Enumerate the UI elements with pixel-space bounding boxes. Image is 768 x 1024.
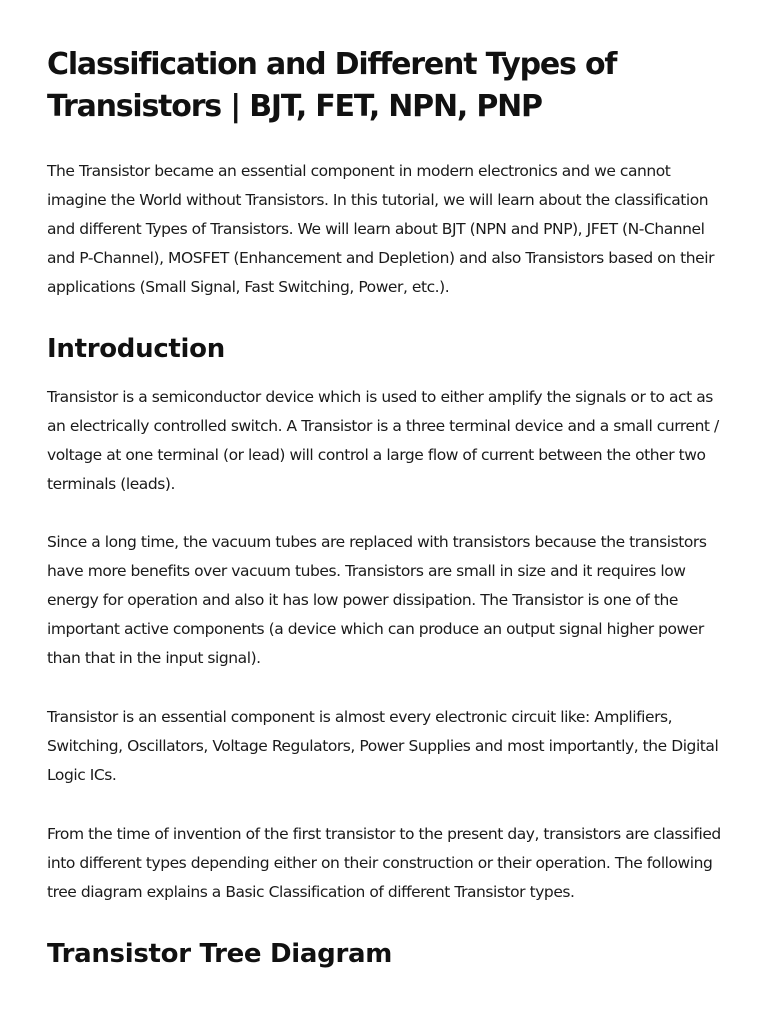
intro-paragraph: The Transistor became an essential component in modern electronics and we cannot imagine the World without Transistors. In this tutorial, we will learn about the classification and different Types of Transistors. We will learn about BJT (NPN and PNP), JFET (N-Channel and P-Channel), MOSFET (Enhancement and Depletion) and also Transistors based on their applications (Small Signal, Fast Switching, Power, etc.). bbox=[47, 162, 714, 296]
section-heading-introduction: Introduction bbox=[47, 334, 225, 364]
article-title: Classification and Different Types of Transistors | BJT, FET, NPN, PNP bbox=[47, 47, 617, 124]
introduction-paragraph-1: Transistor is a semiconductor device which is used to either amplify the signals or to act as an electrically controlled switch. A Transistor is a three terminal device and a small current / voltage at one terminal (or lead) will control a large flow of current between the other two terminals (leads). bbox=[47, 388, 719, 493]
introduction-paragraph-4: From the time of invention of the first transistor to the present day, transistors are classified into different types depending either on their construction or their operation. The following tree diagram explains a Basic Classification of different Transistor types. bbox=[47, 825, 721, 901]
introduction-paragraph-3: Transistor is an essential component is almost every electronic circuit like: Amplifiers, Switching, Oscillators, Voltage Regulators, Power Supplies and most importantly, the Digital Logic ICs. bbox=[47, 708, 719, 784]
section-heading-transistor-tree-diagram: Transistor Tree Diagram bbox=[47, 939, 393, 969]
introduction-paragraph-2: Since a long time, the vacuum tubes are replaced with transistors because the transistors have more benefits over vacuum tubes. Transistors are small in size and it requires low energy for operation and also it has low power dissipation. The Transistor is one of the important active components (a device which can produce an output signal higher power than that in the input signal). bbox=[47, 533, 707, 667]
